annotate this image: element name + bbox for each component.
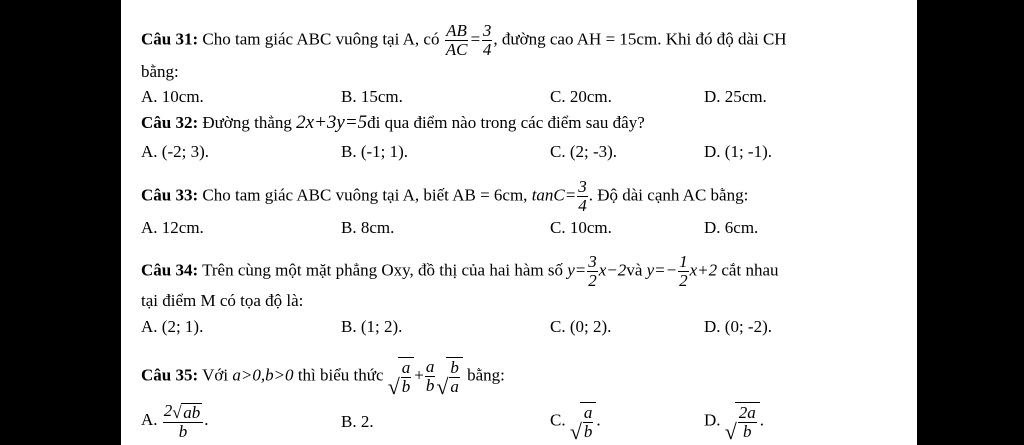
question-35-radical-2: √ $\frac{b}{a}$ — [436, 357, 463, 396]
question-31-answer-b[interactable]: B. 15cm. — [341, 87, 403, 106]
question-34-answer-a[interactable]: A. (2; 1). — [141, 317, 204, 336]
question-33-tan: tanC= — [531, 185, 577, 205]
question-33-answer-b[interactable]: B. 8cm. — [341, 218, 395, 237]
question-31-answer-d[interactable]: D. 25cm. — [704, 87, 767, 106]
question-34-answer-b[interactable]: B. (1; 2). — [341, 317, 403, 336]
question-35-radical-1: √ $\frac{a}{b}$ — [388, 357, 415, 396]
question-31-label: Câu 31: — [141, 29, 199, 49]
question-31-fraction-3-4: $\frac{3}{4}$ — [482, 21, 492, 59]
question-31-text: Cho tam giác ABC vuông tại A, có — [202, 29, 440, 49]
question-33-label: Câu 33: — [141, 185, 199, 205]
question-32-answer-b[interactable]: B. (-1; 1). — [341, 142, 409, 161]
question-32-answer-c[interactable]: C. (2; -3). — [550, 142, 618, 161]
question-35: Câu 35: Với a>0,b>0 thì biểu thức √ $\frac{a}{b}$ + $\frac{a}{b}$ √ $\frac{b}{a}$ bằng: — [141, 357, 505, 399]
question-34-label: Câu 34: — [141, 260, 199, 280]
question-35-coefficient: $\frac{a}{b}$ — [425, 357, 435, 395]
question-33: Câu 33: Cho tam giác ABC vuông tại A, biết AB = 6cm, tanC= $\frac{3}{4}$ . Độ dài cạnh AC bằng: — [141, 177, 749, 215]
question-33-answer-a[interactable]: A. 12cm. — [141, 218, 204, 237]
question-33-answer-c[interactable]: C. 10cm. — [550, 218, 612, 237]
question-35-answer-b[interactable]: B. 2. — [341, 412, 374, 431]
question-32-answer-a[interactable]: A. (-2; 3). — [141, 142, 209, 161]
question-31-continuation: bằng: — [141, 62, 179, 81]
question-35-answer-d[interactable]: D. √ $\frac{2a}{b}$ . — [704, 403, 765, 444]
question-33-fraction: $\frac{3}{4}$ — [578, 177, 587, 215]
question-33-answer-d[interactable]: D. 6cm. — [704, 218, 759, 237]
question-31: Câu 31: Cho tam giác ABC vuông tại A, có $\frac{AB}{AC}$ = $\frac{3}{4}$ , đường cao AH = 15cm. Khi đó độ dài CH — [141, 21, 787, 59]
question-32-equation: 2x+3y=5 — [296, 112, 368, 133]
question-31-answer-a[interactable]: A. 10cm. — [141, 87, 204, 106]
question-35-answer-c[interactable]: C. √ $\frac{a}{b}$ . — [550, 403, 601, 444]
question-34-fraction-2: $\frac{1}{2}$ — [679, 252, 688, 290]
question-35-answer-a[interactable]: A. 2 √ ab b . — [141, 401, 209, 441]
question-34: Câu 34: Trên cùng một mặt phẳng Oxy, đồ thị của hai hàm số y= $\frac{3}{2}$ x−2và y=− $\frac{1}{2}$ x+2 cắt nhau — [141, 252, 779, 290]
question-32: Câu 32: Đường thẳng 2x+3y=5đi qua điểm nào trong các điểm sau đây? — [141, 112, 645, 133]
question-35-condition: a>0,b>0 — [232, 365, 294, 385]
question-34-answer-d[interactable]: D. (0; -2). — [704, 317, 772, 336]
question-32-label: Câu 32: — [141, 113, 199, 132]
question-34-continuation: tại điểm M có tọa độ là: — [141, 291, 304, 310]
question-34-answer-c[interactable]: C. (0; 2). — [550, 317, 612, 336]
question-31-fraction-ab-ac: $\frac{AB}{AC}$ — [445, 21, 468, 59]
question-31-answer-c[interactable]: C. 20cm. — [550, 87, 612, 106]
question-32-answer-d[interactable]: D. (1; -1). — [704, 142, 772, 161]
question-35-label: Câu 35: — [141, 365, 199, 385]
question-34-fraction-1: $\frac{3}{2}$ — [588, 252, 597, 290]
worksheet-page — [121, 0, 917, 445]
